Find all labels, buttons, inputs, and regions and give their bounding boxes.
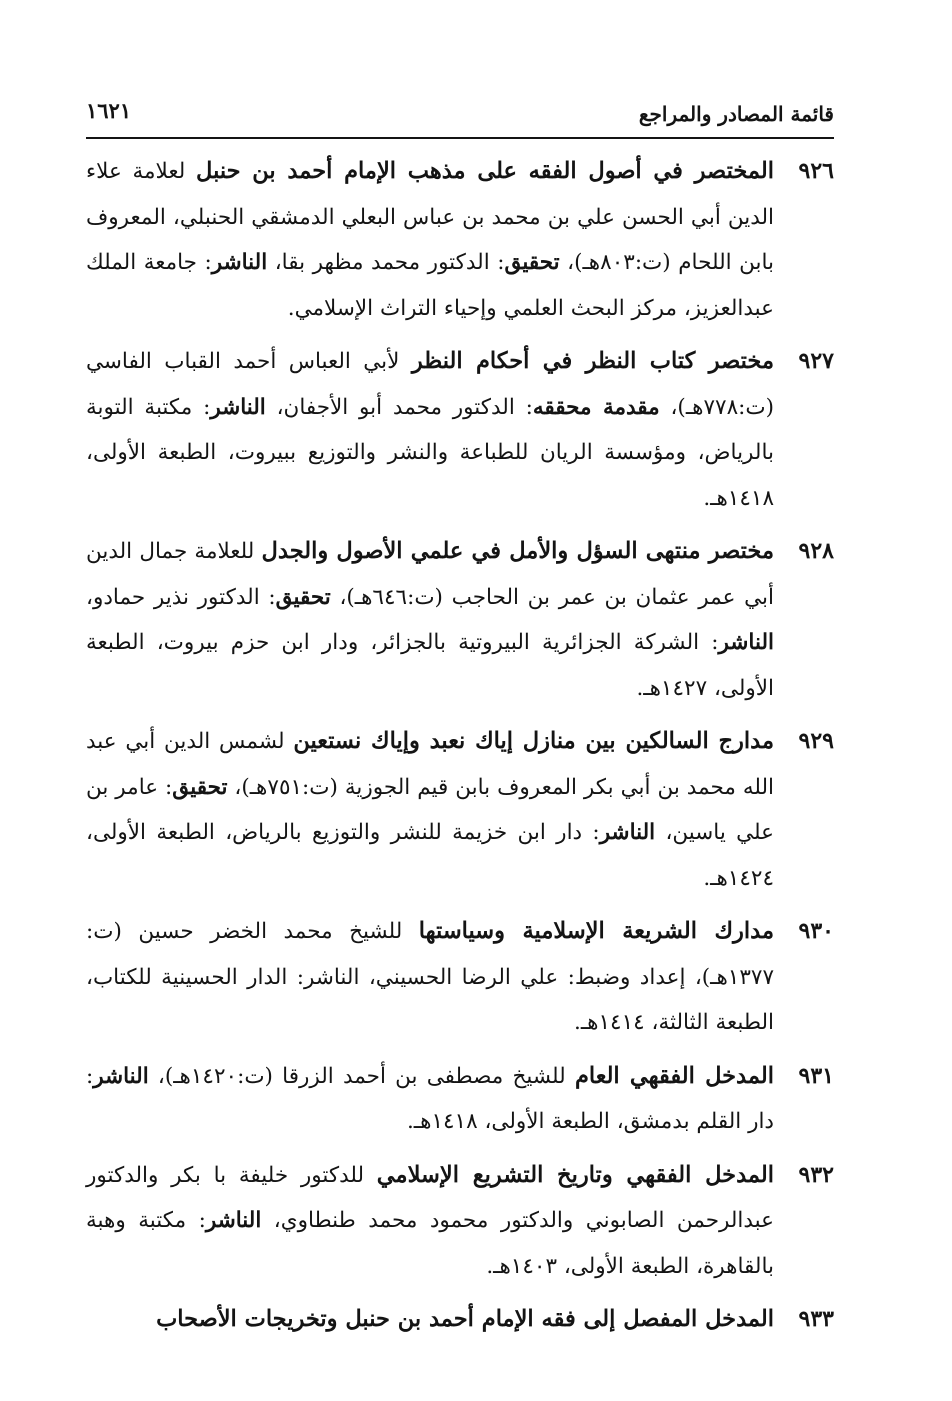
entry-segment: لأبي العباس أحمد القباب الفاسي (ت:٧٧٨هـ)، (86, 349, 774, 420)
entry-segment: : دار القلم بدمشق، الطبعة الأولى، ١٤١٨هـ. (86, 1063, 774, 1134)
entry-segment: للشيخ محمد الخضر حسين (ت: ١٣٧٧هـ)، إعداد وضبط: علي الرضا الحسيني، الناشر: الدار الحسينية للكتاب، الطبعة الثالثة، ١٤١٤هـ. (86, 919, 774, 1035)
entry-segment: : مكتبة التوبة بالرياض، ومؤسسة الريان للطباعة والنشر والتوزيع ببيروت، الطبعة الأولى، ١٤١٨هـ. (86, 394, 774, 511)
entry-number: ٩٢٦ (798, 158, 834, 184)
bibliography-list (86, 149, 834, 1351)
entry-text (86, 909, 774, 1046)
entry-number: ٩٢٩ (798, 728, 834, 754)
entry-segment: : الدكتور نذير حمادو، (86, 584, 276, 610)
entry-number: ٩٢٨ (798, 538, 834, 564)
entry-title: مختصر منتهى السؤل والأمل في علمي الأصول والجدل (261, 538, 775, 564)
bibliography-entry (86, 1054, 834, 1145)
entry-title: المختصر في أصول الفقه على مذهب الإمام أحمد بن حنبل (196, 158, 775, 184)
entry-segment: لعلامة علاء الدين أبي الحسن علي بن محمد بن عباس البعلي الدمشقي الحنبلي، المعروف بابن اللحام (ت:٨٠٣هـ)، (86, 159, 774, 275)
bibliography-entry (86, 149, 834, 331)
entry-keyword: الناشر (210, 394, 266, 420)
bibliography-entry (86, 339, 834, 521)
entry-keyword: تحقيق (172, 774, 228, 800)
entry-keyword: تحقيق (275, 584, 331, 610)
entry-title: مدارك الشريعة الإسلامية وسياستها (418, 918, 775, 944)
entry-keyword: مقدمة محققه (532, 394, 660, 420)
entry-text (86, 339, 774, 521)
entry-number: ٩٣٠ (798, 918, 834, 944)
entry-segment: : الدكتور محمد مظهر بقا، (267, 250, 505, 275)
entry-segment: : الدكتور محمد أبو الأجفان، (265, 394, 533, 420)
entry-title: مدارج السالكين بين منازل إياك نعبد وإياك نستعين (293, 728, 774, 754)
entry-segment: : دار ابن خزيمة للنشر والتوزيع بالرياض، الطبعة الأولى، ١٤٢٤هـ. (86, 820, 774, 891)
entry-segment: للعلامة جمال الدين أبي عمر عثمان بن عمر بن الحاجب (ت:٦٤٦هـ)، (86, 539, 774, 610)
entry-title: مختصر كتاب النظر في أحكام النظر (411, 348, 774, 374)
entry-text (86, 719, 774, 901)
entry-segment: : جامعة الملك عبدالعزيز، مركز البحث العلمي وإحياء التراث الإسلامي. (86, 250, 774, 321)
entry-keyword: الناشر (93, 1063, 149, 1089)
entry-number: ٩٢٧ (798, 348, 834, 374)
entry-text (86, 1054, 774, 1145)
entry-segment: للدكتور خليفة با بكر والدكتور عبدالرحمن الصابوني والدكتور محمود محمد طنطاوي، (86, 1162, 774, 1233)
entry-number: ٩٣١ (798, 1062, 834, 1089)
entry-text (86, 1153, 774, 1290)
entry-text (86, 1297, 774, 1343)
bibliography-entry (86, 1297, 834, 1343)
header-divider (86, 137, 834, 139)
bibliography-entry (86, 1153, 834, 1290)
bibliography-entry (86, 719, 834, 901)
page-header (86, 96, 834, 136)
bibliography-entry (86, 529, 834, 711)
entry-text (86, 529, 774, 711)
page-number: ١٦٢١ (86, 98, 132, 123)
entry-title: المدخل الفقهي وتاريخ التشريع الإسلامي (376, 1161, 775, 1188)
entry-keyword: الناشر (718, 630, 774, 655)
entry-segment: : الشركة الجزائرية البيروتية بالجزائر، ودار ابن حزم بيروت، الطبعة الأولى، ١٤٢٧هـ. (86, 630, 774, 701)
entry-title: المدخل الفقهي العام (574, 1062, 774, 1089)
entry-text (86, 149, 774, 331)
entry-keyword: الناشر (211, 250, 268, 275)
entry-title: المدخل المفصل إلى فقه الإمام أحمد بن حنبل وتخريجات الأصحاب (156, 1306, 774, 1332)
bibliography-entry (86, 909, 834, 1046)
entry-number: ٩٣٣ (798, 1306, 834, 1332)
entry-keyword: تحقيق (504, 250, 560, 275)
entry-segment: : عامر بن علي ياسين، (86, 774, 774, 845)
entry-segment: : مكتبة وهبة بالقاهرة، الطبعة الأولى، ١٤٠٣هـ. (86, 1208, 774, 1279)
running-title: قائمة المصادر والمراجع (638, 102, 834, 126)
entry-number: ٩٣٢ (798, 1161, 834, 1188)
entry-segment: للشيخ مصطفى بن أحمد الزرقا (ت:١٤٢٠هـ)، (148, 1063, 575, 1089)
entry-keyword: الناشر (205, 1208, 262, 1233)
entry-segment: لشمس الدين أبي عبد الله محمد بن أبي بكر المعروف بابن قيم الجوزية (ت:٧٥١هـ)، (86, 729, 774, 800)
entry-keyword: الناشر (599, 820, 656, 845)
